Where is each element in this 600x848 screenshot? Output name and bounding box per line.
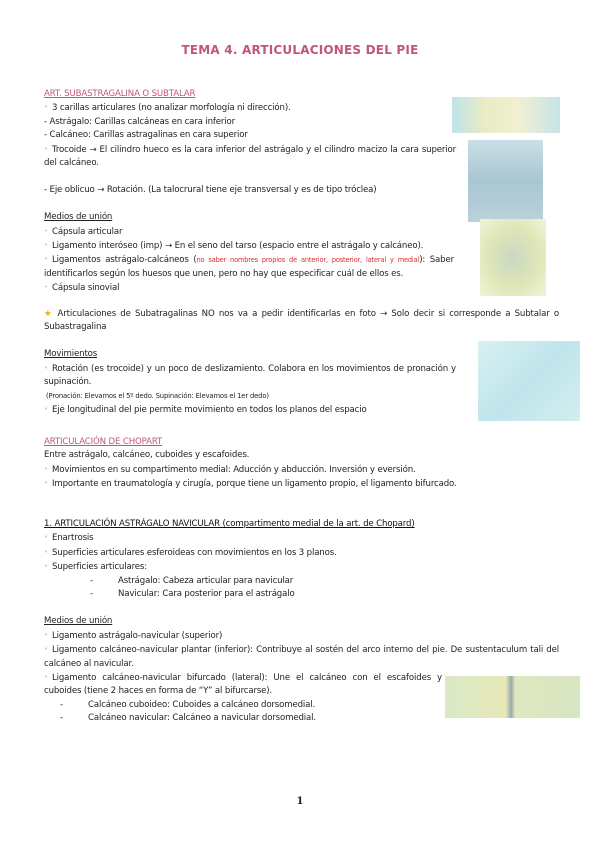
chopart-section [44,436,562,492]
list-item: • Cápsula articular [44,225,562,239]
list-item: • Superficies articulares esferoideas con movimientos en los 3 planos. [44,546,562,560]
list-item [44,253,454,281]
list-item: - Calcáneo navicular: Calcáneo a navicular dorsomedial. [60,713,316,724]
red-note: no saber nombres propios de anterior, posterior, lateral y medial [196,256,420,265]
note [44,308,559,335]
list-item: • Ligamento calcáneo-navicular plantar (inferior): Contribuye al sostén del arco interno del pie. De sustentaculum tali del calcáneo al navicular. [44,643,559,671]
text: Navicular: Cara posterior para el astrágalo [118,589,295,600]
list-item: Entre astrágalo, calcáneo, cuboides y escafoides. [44,450,250,461]
list-item: • Importante en traumatología y cirugía, porque tiene un ligamento propio, el ligamento bifurcado. [44,477,562,491]
list-item: • 3 carillas articulares (no analizar morfología ni dirección). [44,101,562,115]
ankle-section-image [468,140,543,222]
list-item: • Ligamento calcáneo-navicular bifurcado (lateral): Une el calcáneo con el escafoides y cuboides (tiene 2 haces en forma de “Y” al bifurcarse). [44,671,442,699]
section-heading: 1. ARTICULACIÓN ASTRÁGALO NAVICULAR (compartimento medial de la art. de Chopard) [44,519,415,529]
list-item: • Rotación (es trocoide) y un poco de deslizamiento. Colabora en los movimientos de pronación y supinación. [44,362,456,390]
star-icon: ★ [44,308,54,319]
subheading: Movimientos [44,349,98,360]
text: Calcáneo cuboideo: Cuboides a calcáneo dorsomedial. [88,699,316,710]
list-item: - Calcáneo: Carillas astragalinas en cara superior [44,130,248,141]
note-text: Articulaciones de Subatragalinas NO nos va a pedir identificarlas en foto → Solo decir si corresponde a Subtalar o Subastragalina [44,308,559,333]
page-title: TEMA 4. ARTICULACIONES DEL PIE [181,43,419,57]
list-item: • Movimientos en su compartimento medial: Aducción y abducción. Inversión y eversión. [44,463,562,477]
list-item: - Calcáneo cuboideo: Cuboides a calcáneo dorsomedial. [60,699,316,710]
subheading: Medios de unión [44,616,113,627]
movement-photo-image [478,341,580,421]
list-item: • Eje longitudinal del pie permite movimiento en todos los planos del espacio [44,403,562,417]
list-item: - Astrágalo: Carillas calcáneas en cara inferior [44,116,236,127]
page-number: 1 [296,796,304,807]
list-item: • Trocoide → El cilindro hueco es la cara inferior del astrágalo y el cilindro macizo la cara superior del calcáneo. [44,143,456,171]
list-item: • Enartrosis [44,531,562,545]
list-item: • Ligamento astrágalo-navicular (superior) [44,629,562,643]
list-item: - Eje oblicuo → Rotación. (La talocrural tiene eje transversal y es de tipo tróclea) [44,184,377,195]
text: Astrágalo: Cabeza articular para navicular [118,575,294,586]
foot-bones-image [452,97,560,133]
list-item: • Superficies articulares: [44,560,562,574]
list-item: - Astrágalo: Cabeza articular para navicular [90,575,294,586]
text: Calcáneo navicular: Calcáneo a navicular dorsomedial. [88,713,316,724]
list-item: (Pronación: Elevamos el 5º dedo. Supinación: Elevamos el 1er dedo) [46,391,269,400]
section-heading: ARTICULACIÓN DE CHOPART [44,437,163,447]
subtalar-joint-image [480,219,546,296]
list-item: • Ligamento interóseo (imp) → En el seno del tarso (espacio entre el astrágalo y calcáneo). [44,239,562,253]
section-heading: ART. SUBASTRAGALINA O SUBTALAR [44,89,196,99]
text: Ligamentos astrágalo-calcáneos ( [51,255,197,266]
list-item: • Cápsula sinovial [44,281,562,295]
chopart-ligament-image [445,676,580,718]
text: ): Saber identificarlos según los huesos que unen, pero no hay que especificar cuál de ellos es. [44,255,454,279]
subheading: Medios de unión [44,212,113,223]
list-item: - Navicular: Cara posterior para el astrágalo [90,589,295,600]
